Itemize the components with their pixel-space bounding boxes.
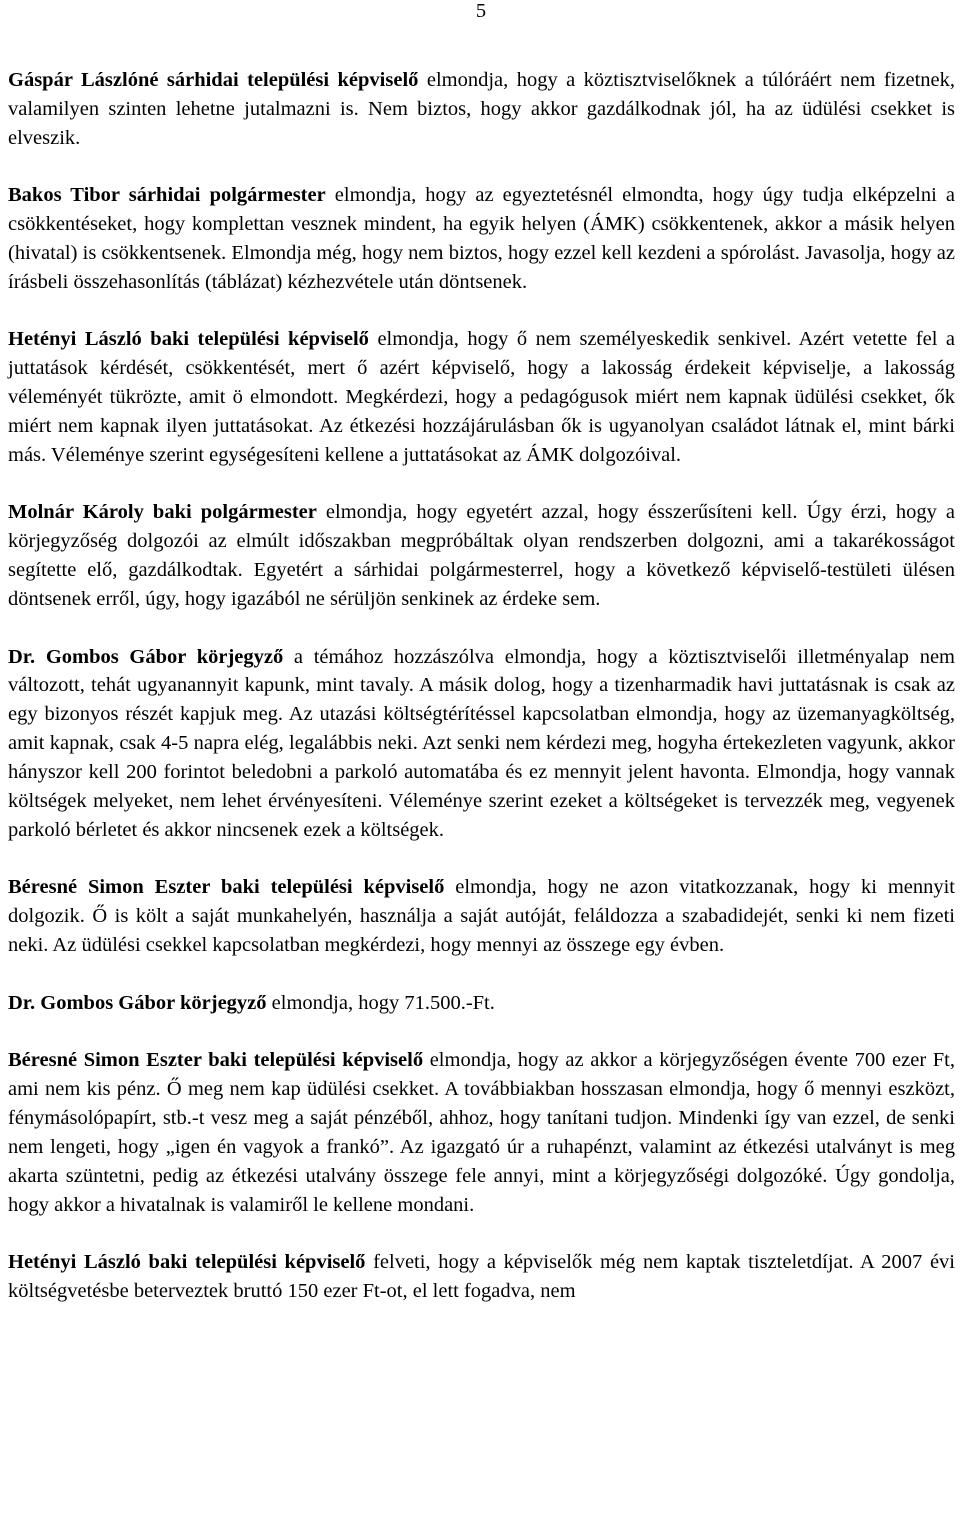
speaker-name: Dr. Gombos Gábor körjegyző xyxy=(8,645,284,668)
paragraph-henyei-1 xyxy=(8,325,955,470)
paragraph-text: elmondja, hogy egyetért azzal, hogy ésszerűsíteni kell. Úgy érzi, hogy a körjegyzőség dolgozói az elmúlt időszakban megpróbáltak olyan rendszerben dolgozni, ami a takarékosságot segítette elő, gazdálkodtak. Egyetért a sárhidai polgármesterrel, hogy a következő képviselő-testületi ülésen döntsenek erről, úgy, hogy igazából ne sérüljön senkinek az érdeke sem. xyxy=(8,501,955,611)
speaker-name: Béresné Simon Eszter baki települési képviselő xyxy=(8,876,445,899)
paragraph-text: felveti, hogy a képviselők még nem kaptak tiszteletdíjat. A 2007 évi költségvetésbe beterveztek bruttó 150 ezer Ft-ot, el lett fogadva, nem xyxy=(8,1250,955,1302)
speaker-name: Bakos Tibor sárhidai polgármester xyxy=(8,184,326,207)
paragraph-beresne-2 xyxy=(8,1046,955,1219)
paragraph-molnar xyxy=(8,498,955,614)
paragraph-text: elmondja, hogy a köztisztviselőknek a túlóráért nem fizetnek, valamilyen szinten lehetne jutalmazni is. Nem biztos, hogy akkor gazdálkodnak jól, ha az üdülési csekket is elveszik. xyxy=(8,69,955,149)
paragraph-gombos-1 xyxy=(8,643,955,845)
paragraph-gombos-2 xyxy=(8,989,955,1018)
speaker-name: Molnár Károly baki polgármester xyxy=(8,501,317,524)
speaker-name: Gáspár Lászlóné sárhidai települési képviselő xyxy=(8,69,419,91)
paragraph-beresne-1 xyxy=(8,873,955,960)
speaker-name: Béresné Simon Eszter baki települési képviselő xyxy=(8,1048,424,1071)
paragraph-text: a témához hozzászólva elmondja, hogy a köztisztviselői illetményalap nem változott, tehát ugyanannyit kapunk, mint tavaly. A másik dolog, hogy a tizenharmadik havi juttatásnak is csak az egy bizonyos részét kapjuk meg. Az utazási költségtérítéssel kapcsolatban elmondja, hogy az üzemanyagköltség, amit kapnak, csak 4-5 napra elég, legalábbis neki. Azt senki nem kérdezi meg, hogyha értekezleten vagyunk, akkor hányszor kell 200 forintot beledobni a parkoló automatába és ez mennyit jelent havonta. Elmondja, hogy vannak költségek melyeket, nem lehet érvényesíteni. Véleménye szerint ezeket a költségeket is tervezzék meg, vegyenek parkoló bérletet és akkor nincsenek ezek a költségek. xyxy=(8,645,955,841)
paragraph-text: elmondja, hogy az akkor a körjegyzőségen évente 700 ezer Ft, ami nem kis pénz. Ő meg nem kap üdülési csekket. A továbbiakban hosszasan elmondja, hogy ő mennyi eszközt, fénymásolópapírt, stb.-t vesz meg a saját pénzéből, ahhoz, hogy tanítani tudjon. Mindenki így van ezzel, de senki nem lengeti, hogy „igen én vagyok a frankó”. Az igazgató úr a ruhapénzt, valamint az étkezési utalványt is meg akarta szüntetni, pedig az étkezési utalvány összege fele annyi, mint a körjegyzőségi dolgozóké. Úgy gondolja, hogy akkor a hivatalnak is valamiről le kellene mondani. xyxy=(8,1048,955,1216)
paragraph-text: elmondja, hogy ő nem személyeskedik senkivel. Azért vetette fel a juttatások kérdését, csökkentését, mert ő azért képviselő, hogy a lakosság érdekeit képviselje, a lakosság véleményét tükrözte, amit ö elmondott. Megkérdezi, hogy a pedagógusok miért nem kapnak üdülési csekket, ők miért nem kapnak ilyen juttatásokat. Az étkezési hozzájárulásban ők is ugyanolyan családot látnak el, mint bárki más. Véleménye szerint egységesíteni kellene a juttatásokat az ÁMK dolgozóival. xyxy=(8,328,956,466)
paragraph-gaspar xyxy=(8,66,955,153)
paragraph-bakos xyxy=(8,181,955,297)
document-body xyxy=(8,66,955,1334)
paragraph-text: elmondja, hogy az egyeztetésnél elmondta, hogy úgy tudja elképzelni a csökkentéseket, hogy komplettan vesznek mindent, ha egyik helyen (ÁMK) csökkentenek, akkor a másik helyen (hivatal) is csökkentsenek. Elmondja még, hogy nem biztos, hogy ezzel kell kezdeni a spórolást. Javasolja, hogy az írásbeli összehasonlítás (táblázat) kézhezvétele után döntsenek. xyxy=(8,184,955,293)
paragraph-henyei-2 xyxy=(8,1248,955,1306)
speaker-name: Hetényi László baki települési képviselő xyxy=(8,1250,366,1273)
speaker-name: Hetényi László baki települési képviselő xyxy=(8,328,369,351)
speaker-name: Dr. Gombos Gábor körjegyző xyxy=(8,991,267,1014)
page-number: 5 xyxy=(475,0,487,22)
paragraph-text: elmondja, hogy 71.500.-Ft. xyxy=(266,991,495,1014)
paragraph-text: elmondja, hogy ne azon vitatkozzanak, hogy ki mennyit dolgozik. Ő is költ a saját munkahelyén, használja a saját autóját, feláldozza a szabadidejét, senki ki nem fizeti neki. Az üdülési csekkel kapcsolatban megkérdezi, hogy mennyi az összege egy évben. xyxy=(8,876,955,957)
